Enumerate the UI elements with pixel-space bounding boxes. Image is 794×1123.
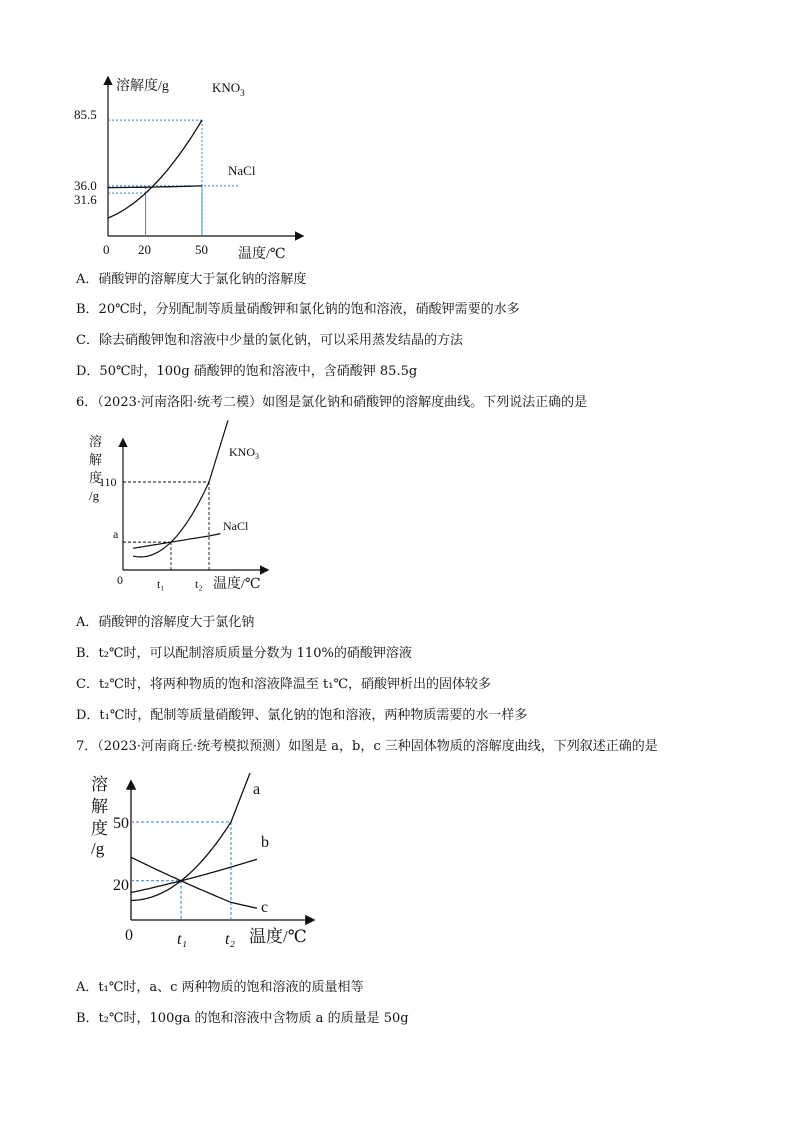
- curve-b: [131, 859, 257, 892]
- q5-option-b: B．20℃时，分别配制等质量硝酸钾和氯化钠的饱和溶液，硝酸钾需要的水多: [76, 302, 520, 317]
- x-tick-t2: t₂: [225, 931, 236, 948]
- y-tick-a: a: [113, 527, 119, 541]
- x-axis-label: 温度/℃: [249, 927, 307, 946]
- kno3-curve: [133, 420, 228, 557]
- chart-3: [85, 768, 325, 953]
- q7-option-b: B．t₂℃时，100ga 的饱和溶液中含物质 a 的质量是 50g: [76, 1011, 409, 1026]
- origin-label: 0: [117, 573, 123, 587]
- y-label-line-1: 溶: [91, 775, 108, 794]
- nacl-curve: [108, 186, 202, 188]
- x-tick-t2: t₂: [195, 577, 203, 591]
- series-label-nacl: NaCl: [228, 163, 256, 178]
- y-label-line-4: /g: [91, 839, 105, 858]
- x-tick-t1: t₁: [177, 931, 188, 948]
- series-label-kno3: $KNO_3$: [229, 445, 259, 461]
- y-tick-31-6: 31.6: [74, 192, 97, 207]
- solubility-curves: [131, 773, 257, 908]
- origin-label: 0: [103, 242, 110, 257]
- q5-option-a: A．硝酸钾的溶解度大于氯化钠的溶解度: [76, 272, 307, 287]
- series-label-c: c: [261, 899, 269, 916]
- y-tick-36-0: 36.0: [74, 178, 97, 193]
- series-label-a: a: [253, 781, 261, 798]
- x-tick-20: 20: [138, 242, 151, 257]
- y-label-line-3: 度: [89, 470, 103, 485]
- solubility-curves: [133, 420, 228, 557]
- q5-option-d: D．50℃时，100g 硝酸钾的饱和溶液中，含硝酸钾 85.5g: [76, 364, 418, 379]
- series-label-nacl: NaCl: [223, 519, 249, 533]
- kno3-curve: [108, 120, 202, 218]
- y-label-line-1: 溶: [89, 434, 103, 449]
- q7-stem: 7．（2023·河南商丘·统考模拟预测）如图是 a，b，c 三种固体物质的溶解度曲线，下列叙述正确的是: [76, 739, 658, 754]
- q6-option-a: A．硝酸钾的溶解度大于氯化钠: [76, 615, 255, 630]
- y-tick-20: 20: [113, 877, 129, 894]
- x-axis-label: 温度/℃: [213, 577, 261, 592]
- chart-1: [70, 70, 310, 270]
- y-tick-50: 50: [113, 815, 129, 832]
- q6-option-d: D．t₁℃时，配制等质量硝酸钾、氯化钠的饱和溶液，两种物质需要的水一样多: [76, 708, 528, 723]
- x-tick-t1: t₁: [157, 577, 165, 591]
- y-axis-label: 溶解度/g: [116, 79, 169, 94]
- y-label-line-2: 解: [91, 797, 108, 816]
- y-tick-85-5: 85.5: [74, 107, 97, 122]
- q7-option-a: A．t₁℃时，a、c 两种物质的饱和溶液的质量相等: [76, 980, 364, 995]
- q6-option-c: C．t₂℃时，将两种物质的饱和溶液降温至 t₁℃，硝酸钾析出的固体较多: [76, 677, 492, 692]
- y-label-line-4: /g: [89, 488, 100, 503]
- solubility-curves: [108, 120, 202, 218]
- series-label-kno3: $KNO_3$: [212, 80, 245, 98]
- q6-stem: 6．（2023·河南洛阳·统考二模）如图是氯化钠和硝酸钾的溶解度曲线。下列说法正确的是: [76, 395, 588, 410]
- x-tick-50: 50: [195, 242, 208, 257]
- y-label-line-3: 度: [91, 819, 108, 838]
- q6-option-b: B．t₂℃时，可以配制溶质质量分数为 110%的硝酸钾溶液: [76, 646, 412, 661]
- guide-lines: [108, 120, 240, 236]
- y-label-line-2: 解: [89, 452, 103, 467]
- q5-option-c: C．除去硝酸钾饱和溶液中少量的氯化钠，可以采用蒸发结晶的方法: [76, 333, 463, 348]
- origin-label: 0: [125, 927, 133, 944]
- y-tick-110: 110: [99, 475, 117, 489]
- chart-2: [85, 432, 275, 597]
- x-axis-label: 温度/℃: [238, 247, 286, 262]
- series-label-b: b: [261, 834, 269, 851]
